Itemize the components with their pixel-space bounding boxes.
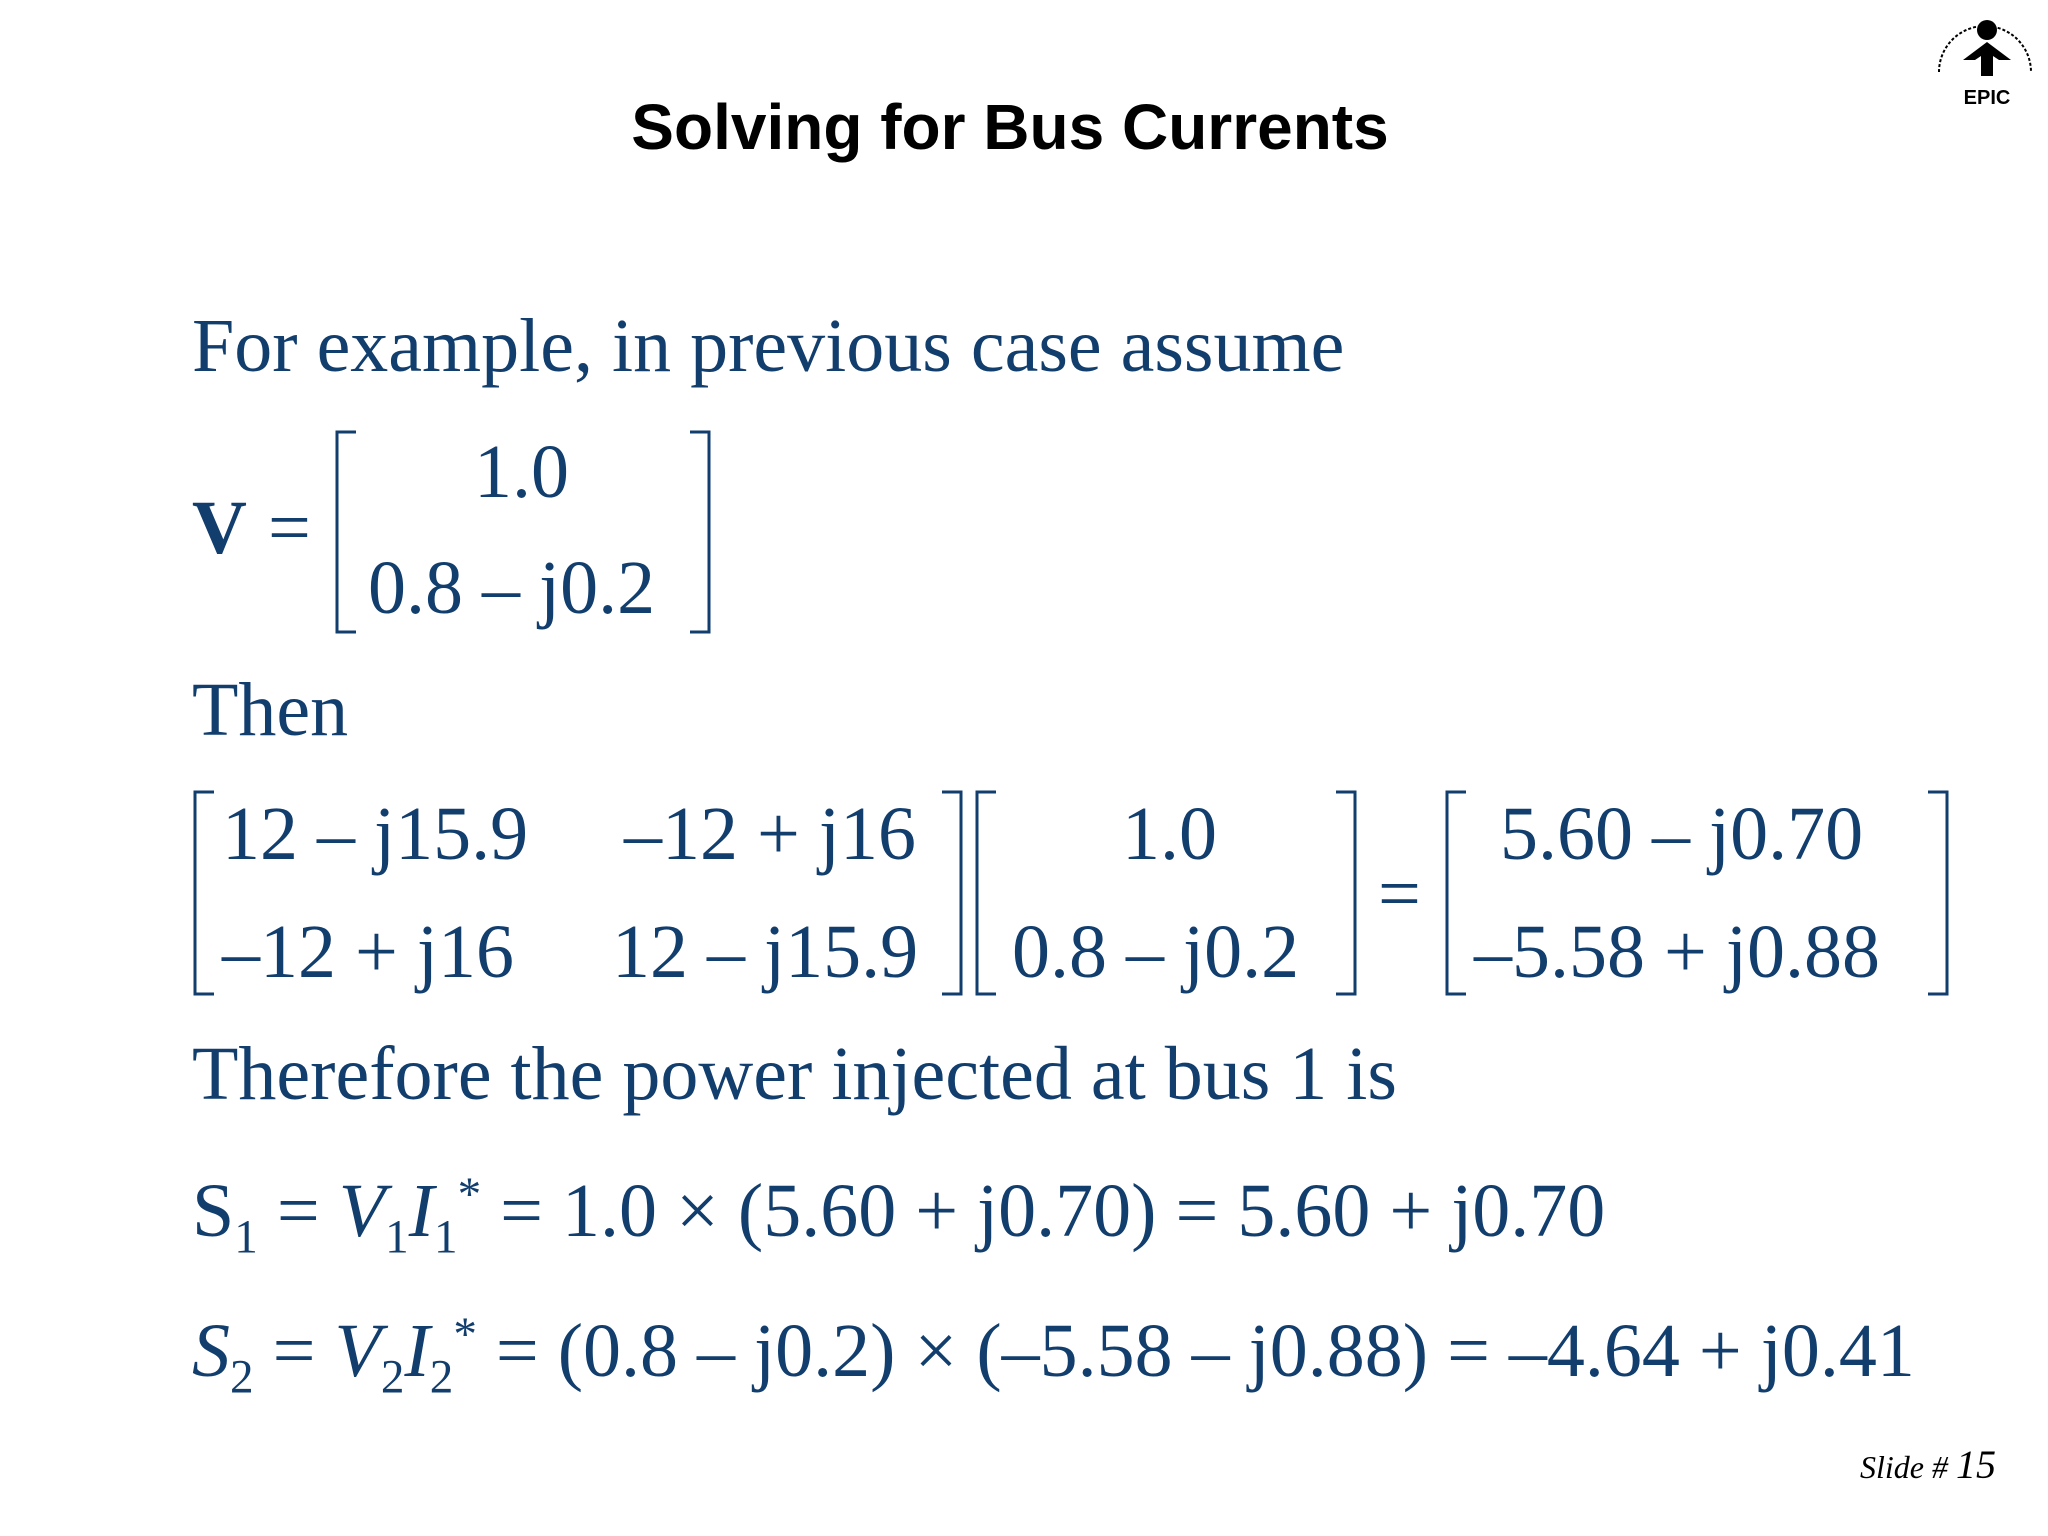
v-vector-left-bracket [334, 430, 358, 634]
s1-symbol: S [192, 1168, 235, 1253]
s1-voltage: V [338, 1168, 386, 1253]
matrix-equals: = [1378, 852, 1421, 936]
s2-conjugate: * [453, 1309, 477, 1361]
s1-current: I [408, 1168, 435, 1253]
s1-result: = 1.0 × (5.60 + j0.70) = 5.60 + j0.70 [481, 1168, 1606, 1253]
s1-current-subscript: 1 [434, 1211, 458, 1264]
s1-subscript: 1 [234, 1211, 258, 1264]
matrix-c-2: –5.58 + j0.88 [1474, 910, 1880, 994]
s1-conjugate: * [457, 1169, 482, 1221]
s1-equals: = [257, 1168, 339, 1253]
v-symbol: V [192, 486, 247, 570]
v-vector-row2: 0.8 – j0.2 [368, 546, 656, 630]
s2-current-subscript: 2 [429, 1351, 454, 1404]
s1-equation [192, 1168, 1606, 1264]
slide-number [1860, 1441, 1996, 1488]
s2-voltage-subscript: 2 [380, 1351, 405, 1404]
matrix-c-1: 5.60 – j0.70 [1500, 792, 1864, 876]
s2-symbol: S [192, 1308, 230, 1393]
v-vector-row1: 1.0 [474, 430, 569, 514]
s2-equals: = [253, 1308, 335, 1393]
s2-voltage: V [334, 1308, 381, 1393]
therefore-text: Therefore the power injected at bus 1 is [192, 1032, 1397, 1116]
matrix-b-right-bracket [1334, 790, 1358, 996]
intro-text: For example, in previous case assume [192, 304, 1345, 388]
matrix-a-left-bracket [192, 790, 216, 996]
s2-equation [192, 1308, 1915, 1404]
matrix-a-21: –12 + j16 [222, 910, 514, 994]
epic-logo [1925, 2, 2045, 110]
matrix-a-right-bracket [940, 790, 964, 996]
matrix-b-1: 1.0 [1122, 792, 1217, 876]
then-text: Then [192, 668, 349, 752]
slide-title: Solving for Bus Currents [631, 91, 1389, 163]
matrix-b-left-bracket [974, 790, 998, 996]
v-vector-right-bracket [688, 430, 712, 634]
matrix-c-left-bracket [1444, 790, 1468, 996]
svg-text:EPIC: EPIC [1963, 87, 2011, 109]
s2-result: = (0.8 – j0.2) × (–5.58 – j0.88) = –4.64 + j0.41 [476, 1308, 1915, 1393]
matrix-a-11: 12 – j15.9 [222, 792, 529, 876]
v-equals: = [268, 486, 311, 570]
matrix-b-2: 0.8 – j0.2 [1012, 910, 1300, 994]
s2-current: I [404, 1308, 430, 1393]
s1-voltage-subscript: 1 [385, 1211, 409, 1264]
s2-subscript: 2 [230, 1351, 254, 1404]
slide-number-label: Slide # [1860, 1449, 1948, 1485]
slide-number-value: 15 [1956, 1442, 1996, 1487]
matrix-c-right-bracket [1926, 790, 1950, 996]
matrix-a-22: 12 – j15.9 [612, 910, 919, 994]
matrix-a-12: –12 + j16 [624, 792, 916, 876]
